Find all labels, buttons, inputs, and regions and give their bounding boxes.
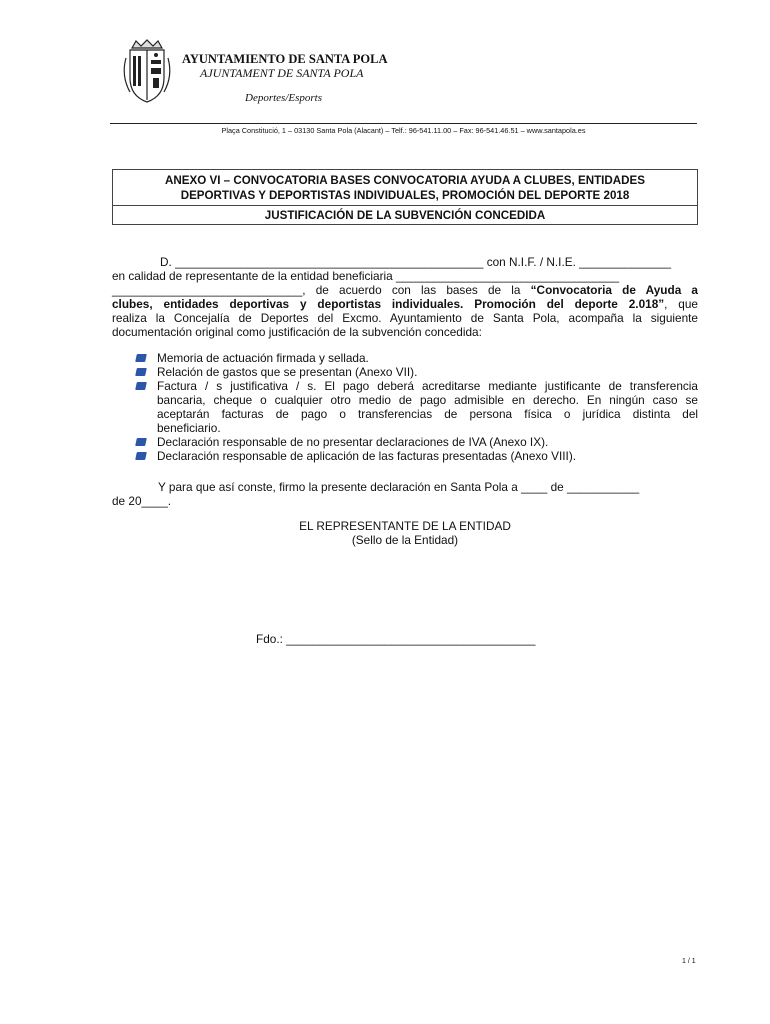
closing-year: de 20____. xyxy=(112,494,172,508)
square-bullet-icon xyxy=(135,438,147,446)
organization-name: AYUNTAMIENTO DE SANTA POLA xyxy=(182,52,388,66)
body-line-concejalia: realiza la Concejalía de Deportes del Excmo. Ayuntamiento de Santa Pola, acompaña la siguiente xyxy=(112,311,698,325)
list-item: Declaración responsable de aplicación de las facturas presentadas (Anexo VIII). xyxy=(157,449,577,463)
document-title-line2: DEPORTIVAS Y DEPORTISTAS INDIVIDUALES, PROMOCIÓN DEL DEPORTE 2018 xyxy=(180,189,630,202)
coat-of-arms-icon xyxy=(118,38,176,108)
department-name: Deportes/Esports xyxy=(245,92,322,104)
body-text: D. _______________________________________________ con N.I.F. / N.I.E. ______________ xyxy=(160,255,671,269)
signature-line: Fdo.: ______________________________________ xyxy=(256,632,536,646)
title-box-divider xyxy=(113,205,697,206)
list-item: Declaración responsable de no presentar declaraciones de IVA (Anexo IX). xyxy=(157,435,549,449)
list-item: Relación de gastos que se presentan (Anexo VII). xyxy=(157,365,418,379)
closing-statement: Y para que así conste, firmo la presente declaración en Santa Pola a ____ de ___________ xyxy=(158,480,640,494)
convocatoria-title-start: “Convocatoria de Ayuda a xyxy=(530,283,698,297)
square-bullet-icon xyxy=(135,382,147,390)
body-line-convocatoria xyxy=(112,297,698,311)
list-item: Memoria de actuación firmada y sellada. xyxy=(157,351,369,365)
document-subtitle: JUSTIFICACIÓN DE LA SUBVENCIÓN CONCEDIDA xyxy=(264,209,546,222)
document-title-line1: ANEXO VI – CONVOCATORIA BASES CONVOCATORIA AYUDA A CLUBES, ENTIDADES xyxy=(165,174,645,187)
list-item-continuation: aceptarán facturas de pago o transferencias de persona física o jurídica distinta del xyxy=(157,407,698,421)
body-line-documentation: documentación original como justificación de la subvención concedida: xyxy=(112,325,482,339)
body-line-name-nif xyxy=(160,255,698,269)
list-item: Factura / s justificativa / s. El pago deberá acreditarse mediante justificante de transferencia xyxy=(157,379,698,393)
title-box xyxy=(112,169,698,225)
list-item-continuation: beneficiario. xyxy=(157,421,221,435)
organization-name-valencian: AJUNTAMENT DE SANTA POLA xyxy=(200,66,364,80)
document-title xyxy=(113,173,697,203)
list-item-continuation: bancaria, cheque o cualquier otro medio de pago admisible en derecho. En ningún caso se xyxy=(157,393,698,407)
body-line-bases xyxy=(112,283,698,297)
header-address: Plaça Constitució, 1 – 03130 Santa Pola (Alacant) – Telf.: 96-541.11.00 – Fax: 96-541.46.51 – www.santapola.es xyxy=(221,126,586,135)
seal-note: (Sello de la Entidad) xyxy=(351,533,459,547)
square-bullet-icon xyxy=(135,354,147,362)
body-text: _____________________________, de acuerdo con las bases de la xyxy=(112,283,531,297)
body-line-representative: en calidad de representante de la entidad beneficiaria __________________________________ xyxy=(112,269,620,283)
body-text: , que xyxy=(664,297,698,311)
header-divider xyxy=(110,123,697,124)
square-bullet-icon xyxy=(135,452,147,460)
convocatoria-title-end: clubes, entidades deportivas y deportistas individuales. Promoción del deporte 2.018” xyxy=(112,297,665,311)
square-bullet-icon xyxy=(135,368,147,376)
page-number: 1 / 1 xyxy=(682,958,696,965)
representative-heading: EL REPRESENTANTE DE LA ENTIDAD xyxy=(299,519,511,533)
